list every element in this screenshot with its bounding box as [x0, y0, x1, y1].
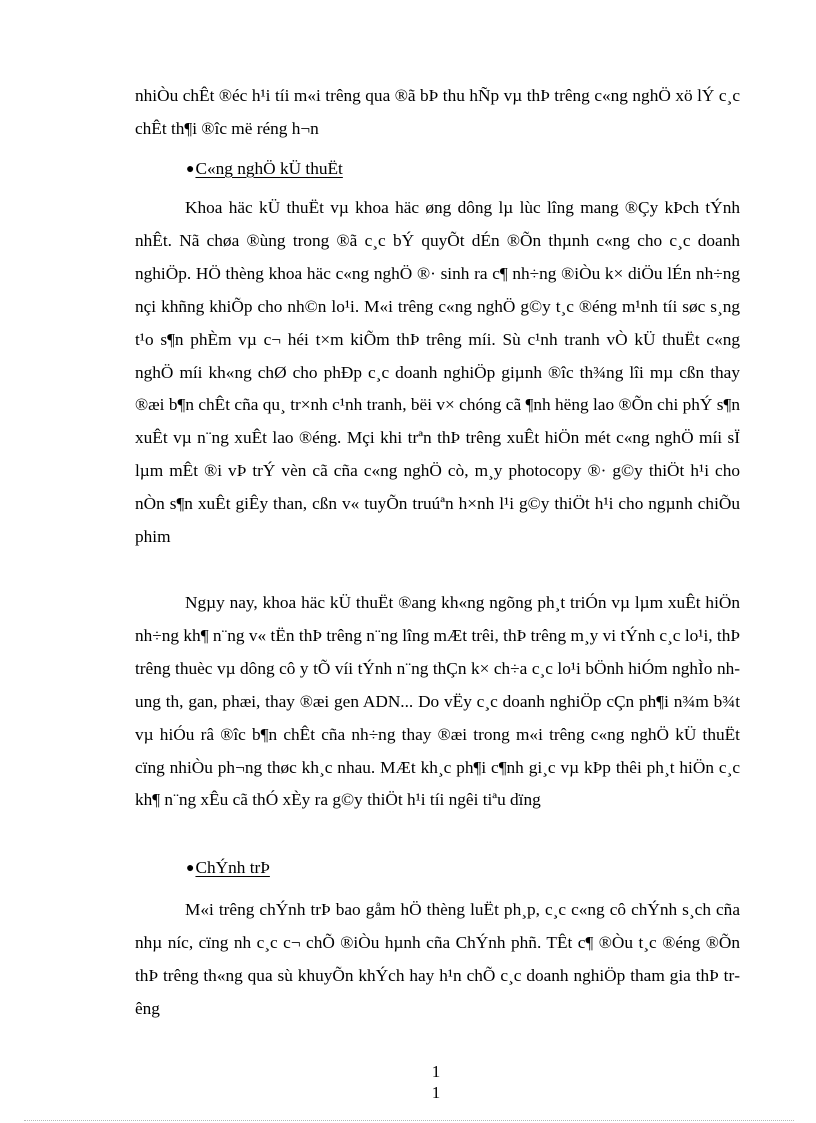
page-break-divider: [24, 1120, 794, 1121]
section-heading-politics-text: ChÝnh trÞ: [195, 858, 270, 877]
paragraph-technology-impact: Khoa häc kÜ thuËt vµ khoa häc øng dông lµ lùc lîng mang ®Çy kÞch tÝnh nhÊt. Nã chøa ®ùng trong ®ã c¸c bÝ quyÕt dÉn ®Õn thµnh c«ng cho c¸c doanh nghiÖp. HÖ thèng khoa häc c«ng nghÖ ®· sinh ra c¶ nh÷ng ®iÒu k× diÖu lÉn nh÷ng nçi khñng khiÕp cho nh©n lo¹i. M«i trêng c«ng nghÖ g©y t¸c ®éng m¹nh tíi søc s¸ng t¹o s¶n phÈm vµ c¬ héi t×m kiÕm thÞ trêng míi. Sù c¹nh tranh vÒ kÜ thuËt c«ng nghÖ míi kh«ng chØ cho phÐp c¸c doanh nghiÖp giµnh ®îc th¾ng lîi mµ cßn thay ®æi b¶n chÊt cña qu¸ tr×nh c¹nh tranh, bëi v× chóng cã ¶nh hëng lao ®Õn chi phÝ s¶n xuÊt vµ n¨ng xuÊt lao ®éng. Mçi khi trªn thÞ trêng xuÊt hiÖn mét c«ng nghÖ míi sÏ lµm mÊt ®i vÞ trÝ vèn cã cña c«ng nghÖ cò, m¸y photocopy ®· g©y thiÖt h¹i cho nÒn s¶n xuÊt giÊy than, cßn v« tuyÕn truúªn h×nh l¹i g©y thiÖt h¹i cho ngµnh chiÕu phim: [135, 198, 740, 547]
section-heading-technology-text: C«ng nghÖ kÜ thuËt: [195, 159, 343, 178]
section-heading-politics: [186, 852, 270, 886]
paragraph-environment-intro: nhiÒu chÊt ®éc h¹i tíi m«i trêng qua ®ã bÞ thu hÑp vµ thÞ trêng c«ng nghÖ xö lÝ c¸c chÊt th¶i ®îc më réng h¬n: [135, 86, 740, 138]
section-heading-technology: [186, 153, 343, 187]
bullet-icon: ●: [186, 861, 195, 876]
paragraph-technology-today: Ngµy nay, khoa häc kÜ thuËt ®ang kh«ng ngõng ph¸t triÓn vµ lµm xuÊt hiÖn nh÷ng kh¶ n¨ng v« tËn thÞ trêng n¨ng lîng mÆt trêi, thÞ trêng m¸y vi tÝnh c¸c lo¹i, thÞ trêng thuèc vµ dông cô y tÕ víi tÝnh n¨ng thÇn k× ch÷a c¸c lo¹i bÖnh hiÓm nghÌo nh ung th, gan, phæi, thay ®æi gen ADN... Do vËy c¸c doanh nghiÖp cÇn ph¶i n¾m b¾t vµ hiÓu râ ®îc b¶n chÊt cña nh÷ng thay ®æi trong m«i trêng c«ng nghÖ kÜ thuËt cïng nhiÒu ph¬ng thøc kh¸c nhau. MÆt kh¸c ph¶i c¶nh gi¸c vµ kÞp thêi ph¸t hiÖn c¸c kh¶ n¨ng xÊu cã thÓ xÈy ra g©y thiÖt h¹i tíi ngêi tiªu dïng: [135, 593, 740, 810]
paragraph-political-environment: M«i trêng chÝnh trÞ bao gåm hÖ thèng luËt ph¸p, c¸c c«ng cô chÝnh s¸ch cña nhµ níc, cïng nh c¸c c¬ chÕ ®iÒu hµnh cña ChÝnh phñ. TÊt c¶ ®Òu t¸c ®éng ®Õn thÞ trêng th«ng qua sù khuyÕn khÝch hay h¹n chÕ c¸c doanh nghiÖp tham gia thÞ trêng: [135, 900, 740, 1018]
page-number-duplicate: 1: [431, 1083, 441, 1102]
page-number: 1: [431, 1062, 441, 1081]
bullet-icon: ●: [186, 162, 195, 177]
